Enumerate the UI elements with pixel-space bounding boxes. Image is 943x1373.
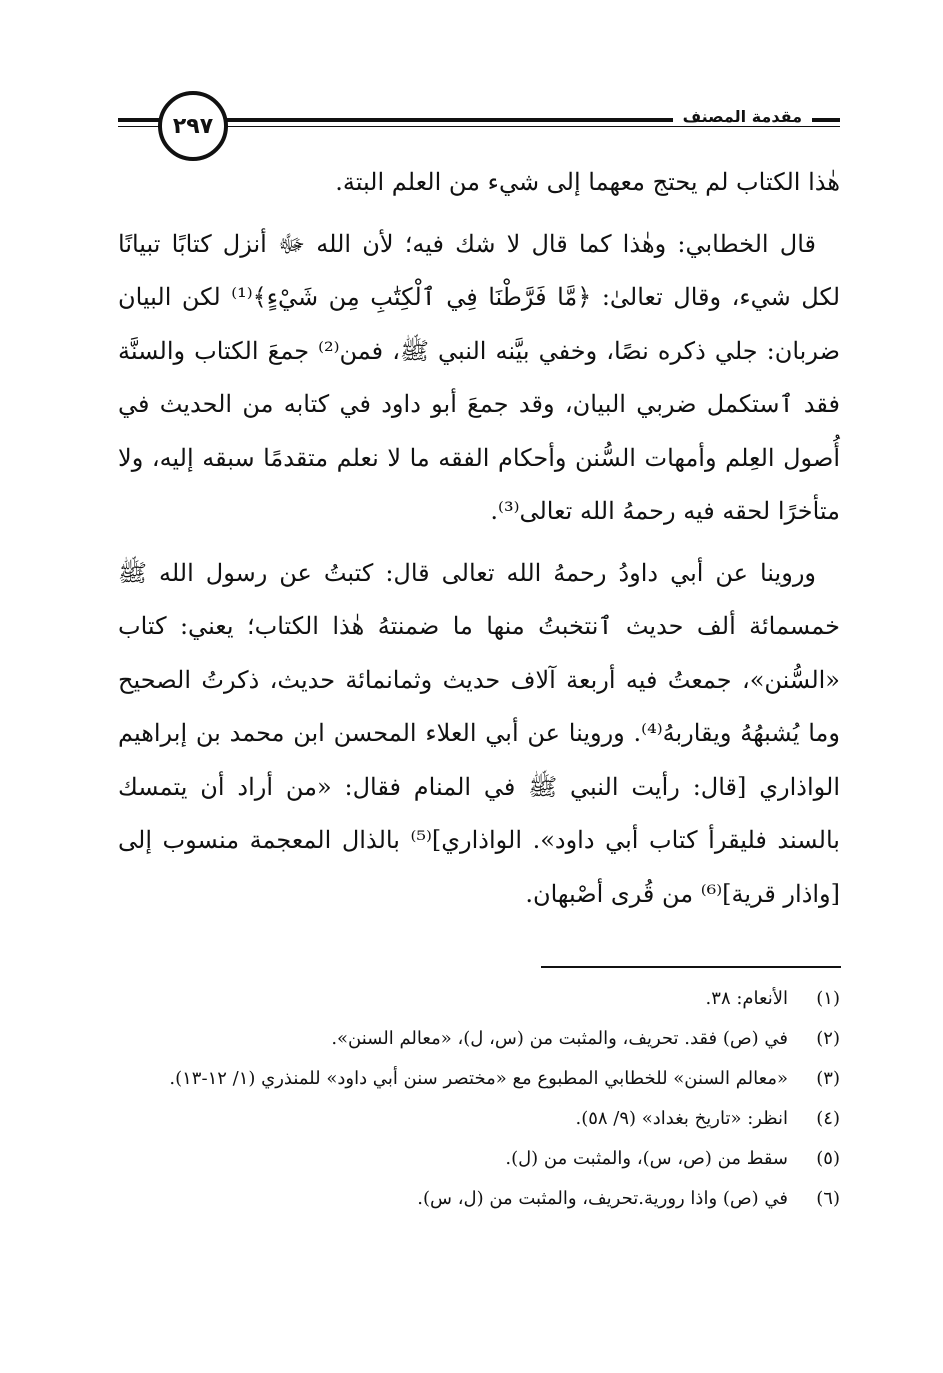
footnote-text: «معالم السنن» للخطابي المطبوع مع «مختصر سنن أبي داود» للمنذري (١/ ١٢-١٣). (169, 1068, 788, 1089)
page-header (118, 88, 840, 158)
footnote-text: في (ص) واذا رورية.تحريف، والمثبت من (ل، س). (417, 1188, 788, 1209)
footnote-text: الأنعام: ٣٨. (705, 988, 788, 1009)
footnote (108, 1062, 840, 1096)
header-dash (814, 118, 840, 122)
footnote (108, 1142, 840, 1176)
footnote-text: سقط من (ص، س)، والمثبت من (ل). (505, 1148, 788, 1169)
footnote-number: (٤) (816, 1108, 840, 1129)
page-number: ٢٩٧ (158, 91, 228, 161)
footnote (108, 1102, 840, 1136)
footnote-number: (١) (816, 988, 840, 1009)
footnote (108, 1022, 840, 1056)
footnote-separator (541, 966, 841, 968)
footnote-number: (٦) (816, 1188, 840, 1209)
footnote-text: في (ص) فقد. تحريف، والمثبت من (س، ل)، «معالم السنن». (331, 1028, 788, 1049)
footnote-number: (٥) (816, 1148, 840, 1169)
footnote-number: (٢) (816, 1028, 840, 1049)
footnotes (108, 982, 840, 1222)
paragraph: قال الخطابي: وهٰذا كما قال لا شك فيه؛ لأن الله ﷻ أنزل كتابًا تبيانًا لكل شيء، وقال تعالىٰ: ﴿مَّا فَرَّطْنَا فِي ٱلْكِتَٰبِ مِن شَيْءٍ﴾⁽¹⁾ لكن البيان ضربان: جلي ذكره نصًا، وخفي بيَّنه النبي ﷺ، فمن⁽²⁾ جمعَ الكتاب والسنَّة فقد ٱستكمل ضربي البيان، وقد جمعَ أبو داود في كتابه من الحديث في أُصول العِلم وأمهات السُّنن وأحكام الفقه ما لا نعلم متقدمًا سبقه إليه، ولا متأخرًا لحقه فيه رحمهُ الله تعالى⁽³⁾. (118, 229, 841, 525)
running-title: مقدمة المصنف (673, 107, 812, 126)
footnote (108, 1182, 840, 1216)
paragraph: وروينا عن أبي داودُ رحمهُ الله تعالى قال: كتبتُ عن رسول الله ﷺ خمسمائة ألف حديث ٱنتخبتُ منها ما ضمنتهُ هٰذا الكتاب؛ يعني: كتاب «السُّنن»، جمعتُ فيه أربعة آلاف حديث وثمانمائة حديث، ذكرتُ الصحيح وما يُشبهُهُ ويقاربهُ⁽⁴⁾. وروينا عن أبي العلاء المحسن ابن محمد بن إبراهيم الواذاري [قال: رأيت النبي ﷺ في المنام فقال: «من أراد أن يتمسك بالسند فليقرأ كتاب أبي داود». الواذاري]⁽⁵⁾ بالذال المعجمة منسوب إلى [واذار قرية]⁽⁶⁾ من قُرى أصْبهان. (118, 558, 841, 908)
footnote (108, 982, 840, 1016)
footnote-text: انظر: «تاريخ بغداد» (٩/ ٥٨). (575, 1108, 788, 1129)
paragraph: هٰذا الكتاب لم يحتج معهما إلى شيء من العلم البتة. (335, 168, 840, 196)
footnote-number: (٣) (816, 1068, 840, 1089)
main-text (118, 156, 840, 929)
